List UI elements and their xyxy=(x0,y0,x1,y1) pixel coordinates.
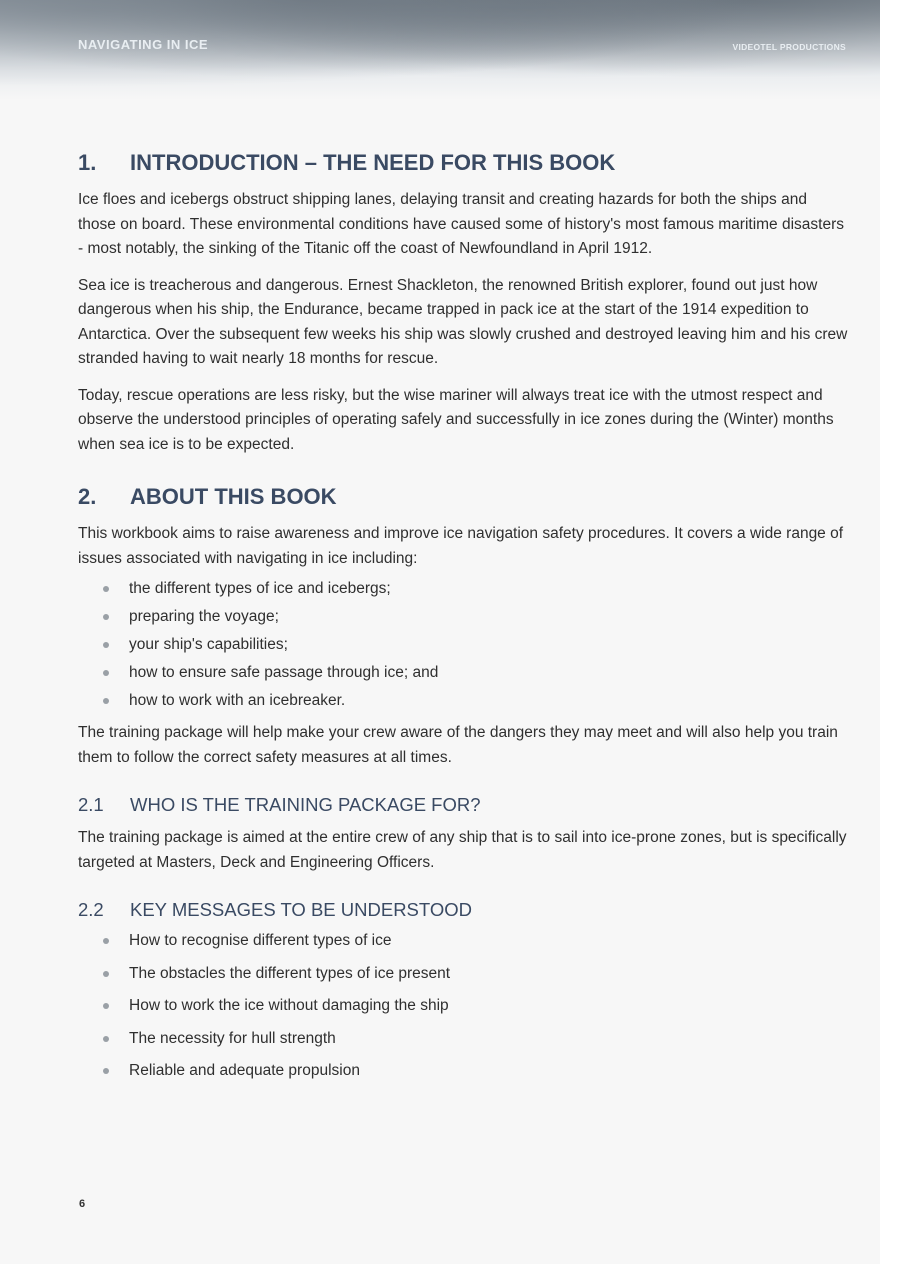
page-content xyxy=(78,150,848,1094)
list-item: The necessity for hull strength xyxy=(103,1023,848,1056)
running-header-publisher: VIDEOTEL PRODUCTIONS xyxy=(732,42,846,52)
section-title: ABOUT THIS BOOK xyxy=(130,484,337,509)
list-item: How to work the ice without damaging the ship xyxy=(103,990,848,1023)
running-header-title: NAVIGATING IN ICE xyxy=(78,37,209,52)
subsection-number: 2.2 xyxy=(78,899,104,920)
paragraph: The training package is aimed at the entire crew of any ship that is to sail into ice-prone zones, but is specifically targeted at Masters, Deck and Engineering Officers. xyxy=(78,829,847,871)
header-banner xyxy=(0,0,880,100)
subsection-title: KEY MESSAGES TO BE UNDERSTOOD xyxy=(130,899,473,920)
list-item: Reliable and adequate propulsion xyxy=(103,1055,848,1088)
bullet-icon xyxy=(103,642,109,648)
section-1-heading xyxy=(78,150,848,176)
list-item: your ship's capabilities; xyxy=(103,631,848,659)
list-item: how to work with an icebreaker. xyxy=(103,687,848,715)
bullet-icon xyxy=(103,614,109,620)
page-margin xyxy=(880,0,918,1264)
subsection-2-1-heading xyxy=(78,794,848,816)
subsection-title: WHO IS THE TRAINING PACKAGE FOR? xyxy=(130,794,481,815)
paragraph: Ice floes and icebergs obstruct shipping lanes, delaying transit and creating hazards for both the ships and those on board. These environmental conditions have caused some of history's most famous maritime disasters - most notably, the sinking of the Titanic off the coast of Newfoundland in April 1912. xyxy=(78,191,844,257)
subsection-2-2-heading xyxy=(78,899,848,921)
key-messages-list xyxy=(78,925,848,1088)
bullet-list xyxy=(78,575,848,715)
bullet-icon xyxy=(103,670,109,676)
bullet-icon xyxy=(103,938,109,944)
section-title: INTRODUCTION – THE NEED FOR THIS BOOK xyxy=(130,150,616,175)
list-item: How to recognise different types of ice xyxy=(103,925,848,958)
list-item: The obstacles the different types of ice present xyxy=(103,958,848,991)
bullet-icon xyxy=(103,586,109,592)
section-number: 2. xyxy=(78,484,97,509)
paragraph: The training package will help make your crew aware of the dangers they may meet and will also help you train them to follow the correct safety measures at all times. xyxy=(78,724,838,766)
paragraph: Sea ice is treacherous and dangerous. Ernest Shackleton, the renowned British explorer, found out just how dangerous when his ship, the Endurance, became trapped in pack ice at the start of the 1914 expedition to Antarctica. Over the subsequent few weeks his ship was slowly crushed and destroyed leaving him and his crew stranded having to wait nearly 18 months for rescue. xyxy=(78,276,848,367)
bullet-icon xyxy=(103,1068,109,1074)
bullet-icon xyxy=(103,1003,109,1009)
subsection-number: 2.1 xyxy=(78,794,104,815)
list-item: the different types of ice and icebergs; xyxy=(103,575,848,603)
paragraph: Today, rescue operations are less risky, but the wise mariner will always treat ice with the utmost respect and observe the understood principles of operating safely and successfully in ice zones during the (Winter) months when sea ice is to be expected. xyxy=(78,386,834,453)
paragraph: This workbook aims to raise awareness and improve ice navigation safety procedures. It covers a wide range of issues associated with navigating in ice including: xyxy=(78,525,844,567)
bullet-icon xyxy=(103,971,109,977)
section-number: 1. xyxy=(78,150,97,175)
bullet-icon xyxy=(103,1036,109,1042)
bullet-icon xyxy=(103,698,109,704)
section-2-heading xyxy=(78,484,848,510)
list-item: preparing the voyage; xyxy=(103,603,848,631)
page-number: 6 xyxy=(79,1198,86,1210)
list-item: how to ensure safe passage through ice; and xyxy=(103,659,848,687)
